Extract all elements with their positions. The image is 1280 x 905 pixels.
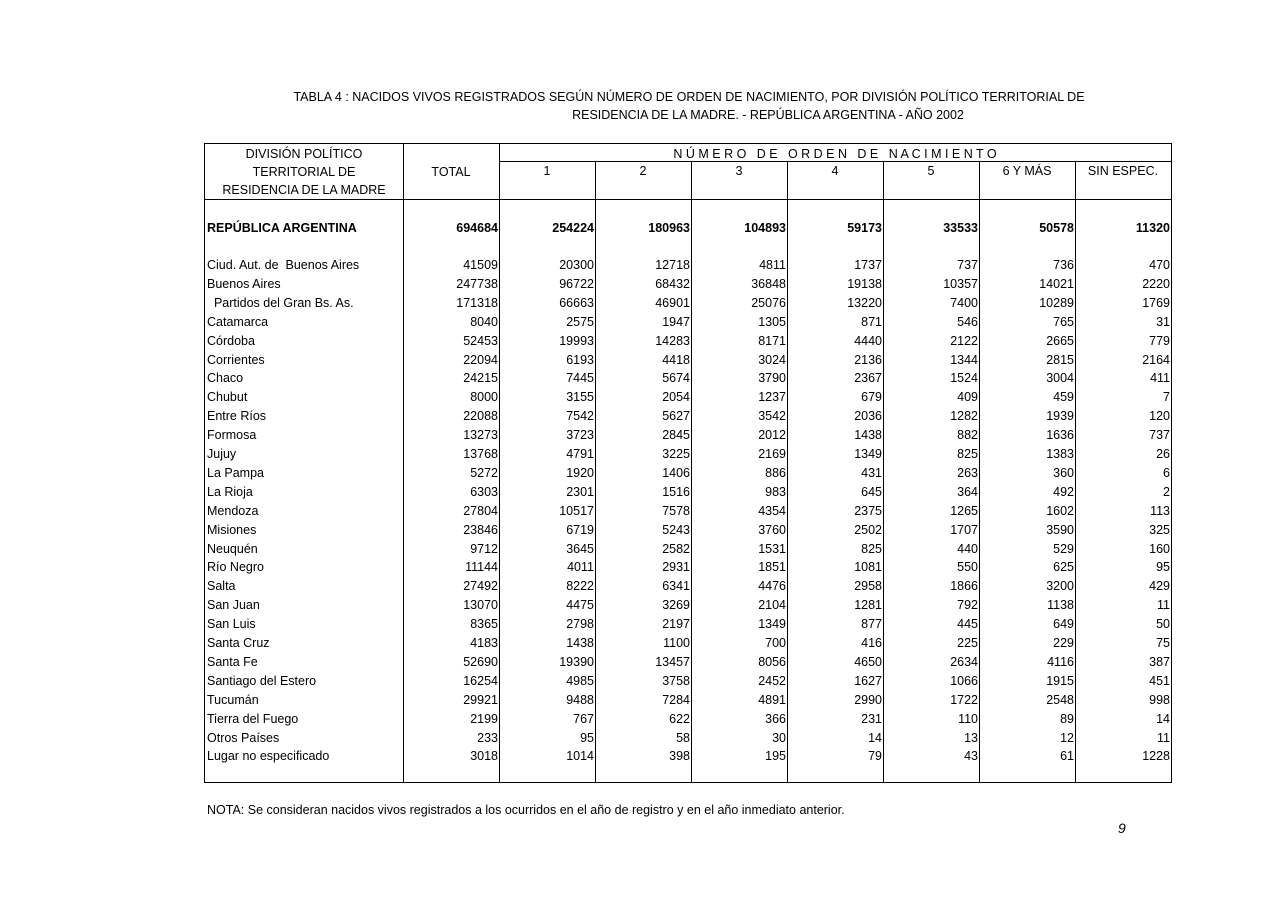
row-name: Santa Cruz [207,636,270,650]
cell-5: 1344 [950,352,978,367]
cell-3: 30 [772,730,786,745]
cell-1: 4475 [566,598,594,613]
header-division-line1: DIVISIÓN POLÍTICO [245,147,363,161]
cell-5: 445 [957,617,978,632]
header-col-1: 1 [543,164,551,178]
row-name: Río Negro [207,560,264,575]
cell-2: 68432 [655,276,690,291]
cell-2: 58 [676,730,690,745]
cell-4: 825 [861,541,882,556]
cell-6-y-mas: 3200 [1046,579,1074,594]
cell-1: 10517 [559,503,594,518]
header-col-4: 4 [831,164,839,178]
cell-6-y-mas: 765 [1053,314,1074,329]
header-col-sin-espec: SIN ESPEC. [1087,164,1159,178]
cell-3: 104893 [744,221,786,235]
cell-1: 4011 [567,560,594,575]
cell-4: 679 [861,390,882,405]
cell-total: 11144 [465,560,498,575]
cell-1: 1438 [566,636,594,650]
cell-total: 5272 [470,465,498,480]
cell-2: 5243 [662,522,690,537]
cell-2: 1406 [662,465,690,480]
cell-4: 1081 [854,560,882,575]
cell-5: 33533 [943,221,978,235]
cell-3: 8171 [758,333,786,348]
cell-sin-espec: 11 [1157,730,1170,745]
cell-sin-espec: 11320 [1135,221,1170,235]
cell-4: 2375 [854,503,882,518]
cell-3: 2169 [758,447,786,461]
table-title-line1: TABLA 4 : NACIDOS VIVOS REGISTRADOS SEGÚN NÚMERO DE ORDEN DE NACIMIENTO, POR DIVISIÓN POLÍTICO TERRITORIAL DE [293,90,1085,104]
row-name: Partidos del Gran Bs. As. [207,295,354,310]
cell-3: 4354 [758,503,786,518]
cell-3: 3760 [758,522,786,537]
cell-total: 694684 [456,221,498,235]
row-name: Lugar no especificado [207,749,330,764]
cell-5: 1066 [950,673,978,688]
cell-1: 254224 [552,221,594,235]
cell-total: 27804 [463,503,498,518]
page-number: 9 [1118,820,1126,836]
row-name: San Juan [207,598,260,613]
cell-4: 431 [861,465,882,480]
cell-5: 546 [957,314,978,329]
cell-sin-espec: 6 [1163,465,1170,480]
cell-6-y-mas: 3004 [1046,371,1074,386]
cell-3: 25076 [751,295,786,310]
cell-6-y-mas: 529 [1053,541,1074,556]
cell-1: 767 [573,711,594,726]
cell-3: 1305 [758,314,786,329]
cell-6-y-mas: 3590 [1046,522,1074,537]
cell-sin-espec: 429 [1149,579,1170,594]
table-row-total [205,221,1171,240]
cell-total: 8000 [470,390,498,405]
cell-5: 13 [964,730,978,745]
cell-4: 2990 [854,692,882,707]
cell-5: 1866 [950,579,978,594]
table-row [205,749,1171,768]
cell-6-y-mas: 1383 [1046,447,1074,461]
cell-6-y-mas: 1915 [1046,673,1074,688]
cell-6-y-mas: 1939 [1046,409,1074,424]
table-row [205,655,1171,674]
cell-1: 3723 [566,428,594,443]
header-division-line3: RESIDENCIA DE LA MADRE [222,183,386,197]
cell-6-y-mas: 736 [1053,258,1074,272]
cell-total: 4183 [470,636,498,650]
row-name: La Rioja [207,484,253,499]
cell-5: 1722 [950,692,978,707]
cell-4: 877 [861,617,882,632]
table-row [205,504,1171,523]
cell-sin-espec: 737 [1149,428,1170,443]
cell-total: 3018 [470,749,498,764]
cell-sin-espec: 998 [1149,692,1170,707]
cell-sin-espec: 2220 [1142,276,1170,291]
cell-6-y-mas: 459 [1053,390,1074,405]
cell-total: 23846 [463,522,498,537]
row-name: Catamarca [207,314,269,329]
row-name: Córdoba [207,333,255,348]
cell-total: 13273 [463,428,498,443]
cell-1: 4985 [566,673,594,688]
header-col-3: 3 [735,164,743,178]
header-division-line2: TERRITORIAL DE [252,165,356,179]
row-name: REPÚBLICA ARGENTINA [207,221,357,235]
cell-3: 886 [765,465,786,480]
cell-6-y-mas: 12 [1060,730,1074,745]
cell-2: 7284 [662,692,690,707]
cell-3: 4891 [758,692,786,707]
row-name: San Luis [207,617,256,632]
cell-6-y-mas: 1138 [1047,598,1074,613]
cell-3: 3542 [758,409,786,424]
cell-4: 1737 [854,258,882,272]
cell-6-y-mas: 50578 [1039,221,1074,235]
cell-4: 231 [861,711,882,726]
cell-1: 8222 [566,579,594,594]
cell-sin-espec: 1228 [1142,749,1170,764]
cell-3: 195 [765,749,786,764]
cell-4: 1349 [854,447,882,461]
footnote: NOTA: Se consideran nacidos vivos registrados a los ocurridos en el año de registro y en el año inmediato anterior. [207,803,845,817]
cell-4: 2367 [854,371,882,386]
row-name: Corrientes [207,352,265,367]
table-row [205,712,1171,731]
row-name: Formosa [207,428,257,443]
data-table [204,143,1172,783]
cell-1: 20300 [559,258,594,272]
cell-6-y-mas: 1602 [1046,503,1074,518]
cell-1: 3155 [566,390,594,405]
cell-5: 737 [957,258,978,272]
cell-1: 19993 [559,333,594,348]
cell-sin-espec: 160 [1149,541,1170,556]
cell-total: 41509 [463,258,498,272]
row-name: Salta [207,579,236,594]
cell-4: 1281 [854,598,882,613]
cell-4: 2502 [854,522,882,537]
cell-3: 2012 [758,428,786,443]
cell-4: 14 [868,730,882,745]
cell-1: 19390 [559,654,594,669]
row-name: Neuquén [207,541,258,556]
cell-2: 6341 [662,579,690,594]
cell-5: 263 [957,465,978,480]
table-row [205,579,1171,598]
table-row [205,390,1171,409]
cell-4: 79 [868,749,882,764]
cell-3: 1531 [758,541,786,556]
table-row [205,598,1171,617]
cell-4: 871 [861,314,882,329]
table-row [205,447,1171,466]
cell-total: 9712 [470,541,498,556]
cell-5: 409 [957,390,978,405]
cell-sin-espec: 779 [1149,333,1170,348]
cell-2: 1100 [663,636,690,650]
table-row [205,617,1171,636]
table-row [205,636,1171,655]
cell-5: 1524 [950,371,978,386]
cell-total: 24215 [463,371,498,386]
cell-6-y-mas: 492 [1053,484,1074,499]
header-bottom-rule [205,199,1171,200]
cell-1: 4791 [566,447,594,461]
group-header-rule [499,161,1171,162]
cell-total: 6303 [470,484,498,499]
cell-1: 2798 [566,617,594,632]
row-name: Buenos Aires [207,276,281,291]
cell-2: 13457 [655,654,690,669]
cell-4: 2958 [854,579,882,594]
cell-3: 983 [765,484,786,499]
cell-4: 645 [861,484,882,499]
cell-6-y-mas: 2815 [1046,352,1074,367]
table-row [205,466,1171,485]
cell-3: 4811 [759,258,786,272]
cell-5: 43 [964,749,978,764]
cell-2: 2197 [662,617,690,632]
cell-total: 22088 [463,409,498,424]
table-row [205,315,1171,334]
row-name: Santiago del Estero [207,673,317,688]
table-row [205,371,1171,390]
header-total: TOTAL [431,165,471,179]
cell-3: 2452 [758,673,786,688]
cell-total: 247738 [456,276,498,291]
cell-3: 700 [765,636,786,650]
cell-4: 416 [861,636,882,650]
cell-2: 4418 [662,352,690,367]
cell-5: 792 [957,598,978,613]
cell-1: 95 [580,730,594,745]
cell-3: 1851 [758,560,786,575]
cell-4: 59173 [847,221,882,235]
cell-6-y-mas: 89 [1060,711,1074,726]
header-col-2: 2 [639,164,647,178]
cell-1: 7445 [566,371,594,386]
table-row [205,258,1171,277]
cell-4: 4650 [854,654,882,669]
cell-2: 180963 [648,221,690,235]
table-row [205,523,1171,542]
cell-5: 110 [958,711,978,726]
cell-3: 1349 [758,617,786,632]
cell-6-y-mas: 61 [1060,749,1074,764]
cell-6-y-mas: 10289 [1039,295,1074,310]
cell-total: 52690 [463,654,498,669]
row-name: Otros Países [207,730,280,745]
cell-sin-espec: 7 [1163,390,1170,405]
cell-6-y-mas: 2665 [1046,333,1074,348]
cell-total: 16254 [463,673,498,688]
cell-2: 2582 [662,541,690,556]
cell-4: 1438 [854,428,882,443]
cell-sin-espec: 120 [1149,409,1170,424]
cell-2: 1516 [662,484,690,499]
cell-4: 1627 [854,673,882,688]
table-row [205,353,1171,372]
cell-2: 2931 [662,560,690,575]
cell-6-y-mas: 625 [1053,560,1074,575]
table-row [205,693,1171,712]
cell-5: 1707 [950,522,978,537]
cell-2: 622 [669,711,690,726]
cell-4: 4440 [854,333,882,348]
cell-5: 2122 [950,333,978,348]
cell-sin-espec: 2 [1163,484,1170,499]
cell-total: 52453 [463,333,498,348]
header-col-6-y-mas: 6 Y MÁS [1002,164,1052,178]
cell-1: 96722 [559,276,594,291]
cell-2: 7578 [662,503,690,518]
cell-sin-espec: 1769 [1142,295,1170,310]
cell-5: 1265 [950,503,978,518]
cell-6-y-mas: 2548 [1046,692,1074,707]
cell-5: 825 [957,447,978,461]
cell-sin-espec: 470 [1149,258,1170,272]
row-name: Jujuy [207,447,237,461]
cell-2: 5674 [662,371,690,386]
cell-4: 13220 [847,295,882,310]
cell-3: 4476 [758,579,786,594]
table-row [205,409,1171,428]
cell-2: 3758 [662,673,690,688]
table-row [205,428,1171,447]
cell-sin-espec: 325 [1149,522,1170,537]
cell-6-y-mas: 229 [1053,636,1074,650]
cell-1: 6719 [566,522,594,537]
row-name: Chubut [207,390,248,405]
cell-total: 2199 [470,711,498,726]
cell-2: 3269 [662,598,690,613]
cell-2: 2845 [662,428,690,443]
cell-5: 364 [957,484,978,499]
cell-sin-espec: 2164 [1142,352,1170,367]
cell-1: 2575 [566,314,594,329]
table-row [205,674,1171,693]
cell-3: 366 [765,711,786,726]
cell-5: 2634 [950,654,978,669]
table-row [205,542,1171,561]
cell-1: 6193 [566,352,594,367]
table-row [205,485,1171,504]
cell-total: 8365 [470,617,498,632]
cell-3: 36848 [751,276,786,291]
cell-1: 3645 [566,541,594,556]
cell-sin-espec: 113 [1150,503,1170,518]
cell-sin-espec: 451 [1149,673,1170,688]
cell-4: 2036 [854,409,882,424]
cell-total: 13070 [463,598,498,613]
cell-1: 7542 [566,409,594,424]
cell-total: 13768 [463,447,498,461]
cell-total: 171318 [456,295,498,310]
cell-5: 1282 [950,409,978,424]
cell-1: 9488 [566,692,594,707]
cell-6-y-mas: 649 [1053,617,1074,632]
row-name: La Pampa [207,465,264,480]
cell-2: 2054 [662,390,690,405]
cell-2: 14283 [655,333,690,348]
cell-total: 22094 [463,352,498,367]
table-row [205,334,1171,353]
row-name: Tucumán [207,692,259,707]
cell-5: 440 [957,541,978,556]
cell-2: 12718 [655,258,690,272]
cell-6-y-mas: 1636 [1046,428,1074,443]
cell-2: 1947 [662,314,690,329]
cell-1: 1920 [566,465,594,480]
cell-5: 550 [957,560,978,575]
cell-sin-espec: 95 [1156,560,1170,575]
cell-sin-espec: 11 [1157,598,1170,613]
cell-1: 1014 [566,749,594,764]
cell-2: 398 [669,749,690,764]
table-title-line2: RESIDENCIA DE LA MADRE. - REPÚBLICA ARGENTINA - AÑO 2002 [572,108,964,122]
table-row [205,277,1171,296]
cell-sin-espec: 31 [1156,314,1170,329]
row-name: Entre Ríos [207,409,267,424]
header-col-5: 5 [927,164,935,178]
cell-3: 2104 [758,598,786,613]
cell-sin-espec: 387 [1149,654,1170,669]
cell-4: 19138 [847,276,882,291]
row-name: Mendoza [207,503,259,518]
row-name: Chaco [207,371,244,386]
cell-3: 1237 [758,390,786,405]
row-name: Santa Fe [207,654,258,669]
table-row [205,560,1171,579]
cell-total: 27492 [463,579,498,594]
cell-sin-espec: 50 [1156,617,1170,632]
cell-2: 46901 [655,295,690,310]
cell-5: 225 [957,636,978,650]
header-group-orden: N Ú M E R O D E O R D E N D E N A C I M I E N T O [673,147,997,161]
cell-6-y-mas: 4116 [1047,654,1074,669]
cell-sin-espec: 75 [1156,636,1170,650]
row-name: Tierra del Fuego [207,711,299,726]
cell-1: 2301 [566,484,594,499]
table-row [205,296,1171,315]
cell-total: 8040 [470,314,498,329]
cell-5: 10357 [943,276,978,291]
cell-2: 5627 [662,409,690,424]
row-name: Ciud. Aut. de Buenos Aires [207,258,360,272]
cell-2: 3225 [662,447,690,461]
cell-sin-espec: 26 [1156,447,1170,461]
table-row [205,731,1171,750]
cell-1: 66663 [559,295,594,310]
cell-3: 3790 [758,371,786,386]
cell-4: 2136 [854,352,882,367]
cell-6-y-mas: 14021 [1039,276,1074,291]
cell-sin-espec: 411 [1150,371,1170,386]
cell-5: 882 [957,428,978,443]
cell-6-y-mas: 360 [1053,465,1074,480]
cell-total: 29921 [463,692,498,707]
cell-total: 233 [477,730,498,745]
row-name: Misiones [207,522,257,537]
cell-sin-espec: 14 [1156,711,1170,726]
cell-3: 3024 [758,352,786,367]
cell-5: 7400 [950,295,978,310]
cell-3: 8056 [758,654,786,669]
